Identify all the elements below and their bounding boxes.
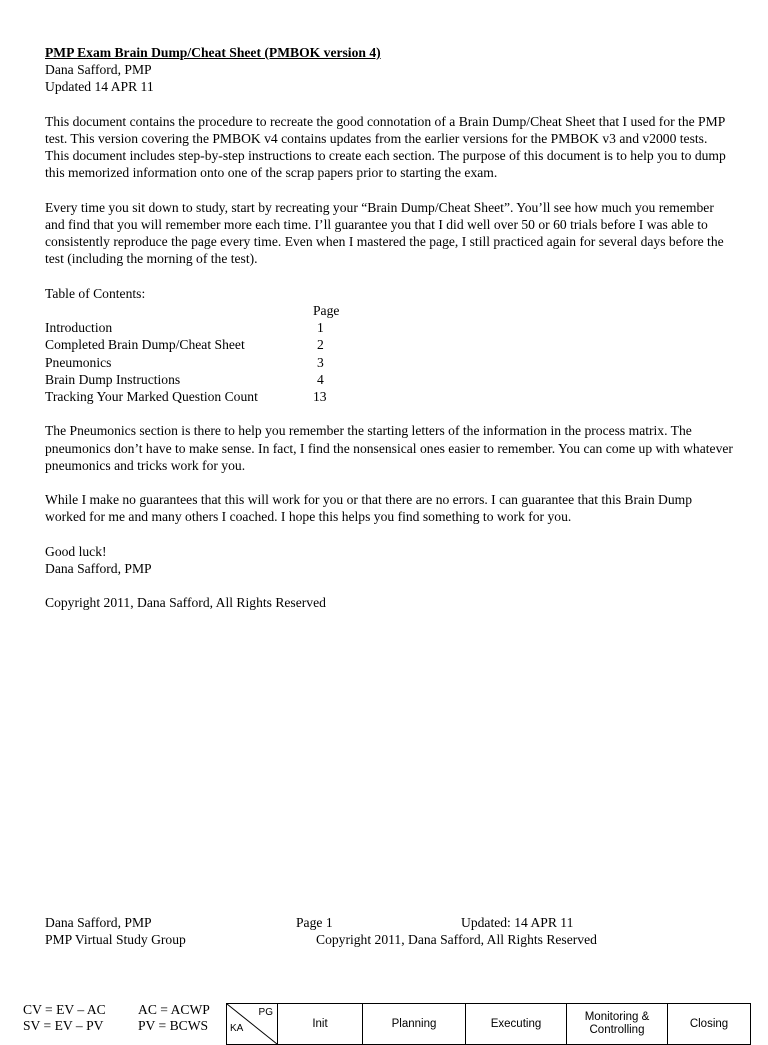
table-of-contents [45, 302, 339, 405]
corner-pg-label: PG [258, 1007, 273, 1018]
next-page-preview [0, 1000, 768, 1036]
toc-row [45, 336, 339, 353]
toc-row [45, 388, 339, 405]
toc-item-page: 3 [317, 354, 324, 370]
author-line: Dana Safford, PMP [45, 62, 152, 78]
document-page [45, 44, 735, 612]
toc-row [45, 319, 339, 336]
column-init: Init [278, 1004, 363, 1045]
signoff: Good luck! [45, 543, 107, 559]
toc-item-name: Completed Brain Dump/Cheat Sheet [45, 337, 245, 353]
footer-author: Dana Safford, PMP [45, 915, 152, 930]
toc-item-page: 4 [317, 371, 324, 387]
formula-sv: SV = EV – PV [23, 1018, 104, 1033]
column-monitoring-controlling: Monitoring & Controlling [567, 1004, 668, 1045]
toc-item-page: 2 [317, 337, 324, 353]
updated-line: Updated 14 APR 11 [45, 79, 154, 95]
copyright-line: Copyright 2011, Dana Safford, All Rights Reserved [45, 595, 326, 611]
toc-item-name: Tracking Your Marked Question Count [45, 389, 258, 405]
column-planning: Planning [363, 1004, 466, 1045]
disclaimer-paragraph: While I make no guarantees that this will work for you or that there are no errors. I can guarantee that this Brain Dump worked for me and many others I coached. I hope this helps you find something to work for you. [45, 492, 692, 525]
toc-row [45, 371, 339, 388]
process-matrix-header [226, 1003, 751, 1045]
toc-item-page: 13 [313, 389, 327, 405]
toc-item-page: 1 [317, 320, 324, 336]
footer-copyright: Copyright 2011, Dana Safford, All Rights Reserved [316, 932, 597, 948]
toc-row [45, 354, 339, 371]
corner-ka-label: KA [230, 1023, 244, 1034]
instructions-paragraph: This document includes step-by-step instructions to create each section. The purpose of this document is to help you to dump this memorized information onto one of the scrap papers prior to starting the exam. [45, 148, 726, 181]
formula-pv: PV = BCWS [138, 1018, 209, 1033]
toc-item-name: Introduction [45, 320, 113, 336]
footer-updated: Updated: 14 APR 11 [461, 915, 574, 930]
toc-item-name: Brain Dump Instructions [45, 371, 181, 387]
toc-item-name: Pneumonics [45, 354, 112, 370]
matrix-corner-cell [227, 1004, 278, 1045]
toc-page-header: Page [313, 303, 340, 318]
column-closing: Closing [668, 1004, 751, 1045]
formula-cv: CV = EV – AC [23, 1002, 106, 1017]
formula-ac: AC = ACWP [138, 1002, 210, 1017]
study-paragraph: Every time you sit down to study, start by recreating your “Brain Dump/Cheat Sheet”. You’ll see how much you remember and find that you will remember more each time. I’ll guarantee you that I did well over 50 or 60 trials before I was able to consistently reproduce the page every time. Even when I mastered the page, I still practiced again for several days before the test (including the morning of the test). [45, 199, 724, 267]
process-matrix-header-row [227, 1004, 751, 1045]
page-footer [45, 914, 745, 948]
signoff-name: Dana Safford, PMP [45, 561, 152, 576]
pneumonics-paragraph: The Pneumonics section is there to help you remember the starting letters of the information in the process matrix. The pneumonics don’t have to make sense. In fact, I find the nonsensical ones easier to remember. You can come up with whatever pneumonics and tricks work for you. [45, 423, 733, 473]
document-title: PMP Exam Brain Dump/Cheat Sheet (PMBOK version 4) [45, 45, 381, 60]
footer-page-number: Page 1 [296, 915, 333, 930]
toc-title: Table of Contents: [45, 285, 146, 301]
intro-paragraph: This document contains the procedure to recreate the good connotation of a Brain Dump/Cheat Sheet that I used for the PMP test. This version covering the PMBOK v4 contains updates from the earlier versions for the PMBOK v3 and v2000 tests. [45, 113, 725, 146]
column-executing: Executing [466, 1004, 567, 1045]
toc-header-row [45, 302, 339, 319]
footer-group: PMP Virtual Study Group [45, 932, 186, 948]
